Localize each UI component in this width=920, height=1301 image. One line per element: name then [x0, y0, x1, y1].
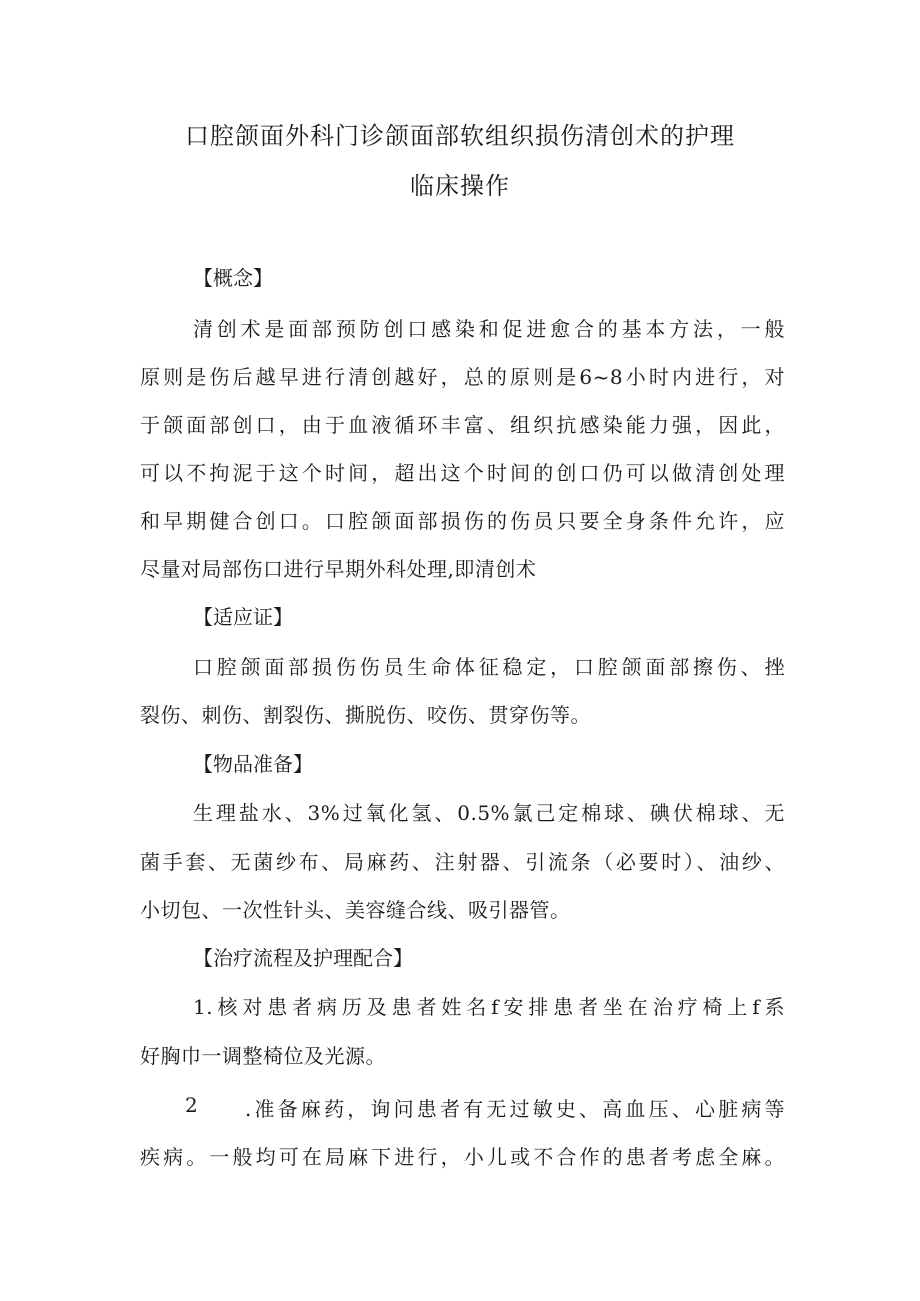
section-heading-supplies: 【物品准备】 [193, 752, 313, 776]
document-title-line-1: 口腔颌面外科门诊颌面部软组织损伤清创术的护理 [185, 122, 735, 150]
paragraph-line: 和早期健合创口。口腔颌面部损伤的伤员只要全身条件允许，应 [140, 509, 785, 533]
paragraph-line: 生理盐水、3%过氧化氢、0.5%氯己定棉球、碘伏棉球、无 [193, 801, 785, 825]
paragraph-line: 菌手套、无菌纱布、局麻药、注射器、引流条（必要时）、油纱、 [140, 850, 785, 874]
paragraph-line: 裂伤、刺伤、割裂伤、撕脱伤、咬伤、贯穿伤等。 [140, 703, 591, 727]
paragraph-line: 清创术是面部预防创口感染和促进愈合的基本方法，一般 [193, 317, 785, 341]
step-2-line: 疾病。一般均可在局麻下进行，小儿或不合作的患者考虑全麻。 [140, 1145, 785, 1169]
step-2-number: 2 [185, 1093, 198, 1117]
step-2-line: .准备麻药，询问患者有无过敏史、高血压、心脏病等 [245, 1097, 785, 1121]
paragraph-line: 可以不拘泥于这个时间，超出这个时间的创口仍可以做清创处理 [140, 461, 785, 485]
section-heading-indications: 【适应证】 [193, 605, 293, 629]
paragraph-line: 小切包、一次性针头、美容缝合线、吸引器管。 [140, 898, 571, 922]
paragraph-line: 口腔颌面部损伤伤员生命体征稳定，口腔颌面部擦伤、挫 [193, 655, 785, 679]
step-1-line: 好胸巾一调整椅位及光源。 [140, 1044, 386, 1068]
document-title-line-2: 临床操作 [410, 172, 510, 200]
step-1-line: 1.核对患者病历及患者姓名f安排患者坐在治疗椅上f系 [193, 995, 785, 1019]
paragraph-line: 于颌面部创口，由于血液循环丰富、组织抗感染能力强，因此， [140, 413, 785, 437]
section-heading-process: 【治疗流程及护理配合】 [193, 946, 413, 970]
paragraph-line: 尽量对局部伤口进行早期外科处理,即清创术 [140, 557, 537, 581]
section-heading-concept: 【概念】 [193, 266, 273, 290]
paragraph-line: 原则是伤后越早进行清创越好，总的原则是6~8小时内进行，对 [140, 365, 785, 389]
